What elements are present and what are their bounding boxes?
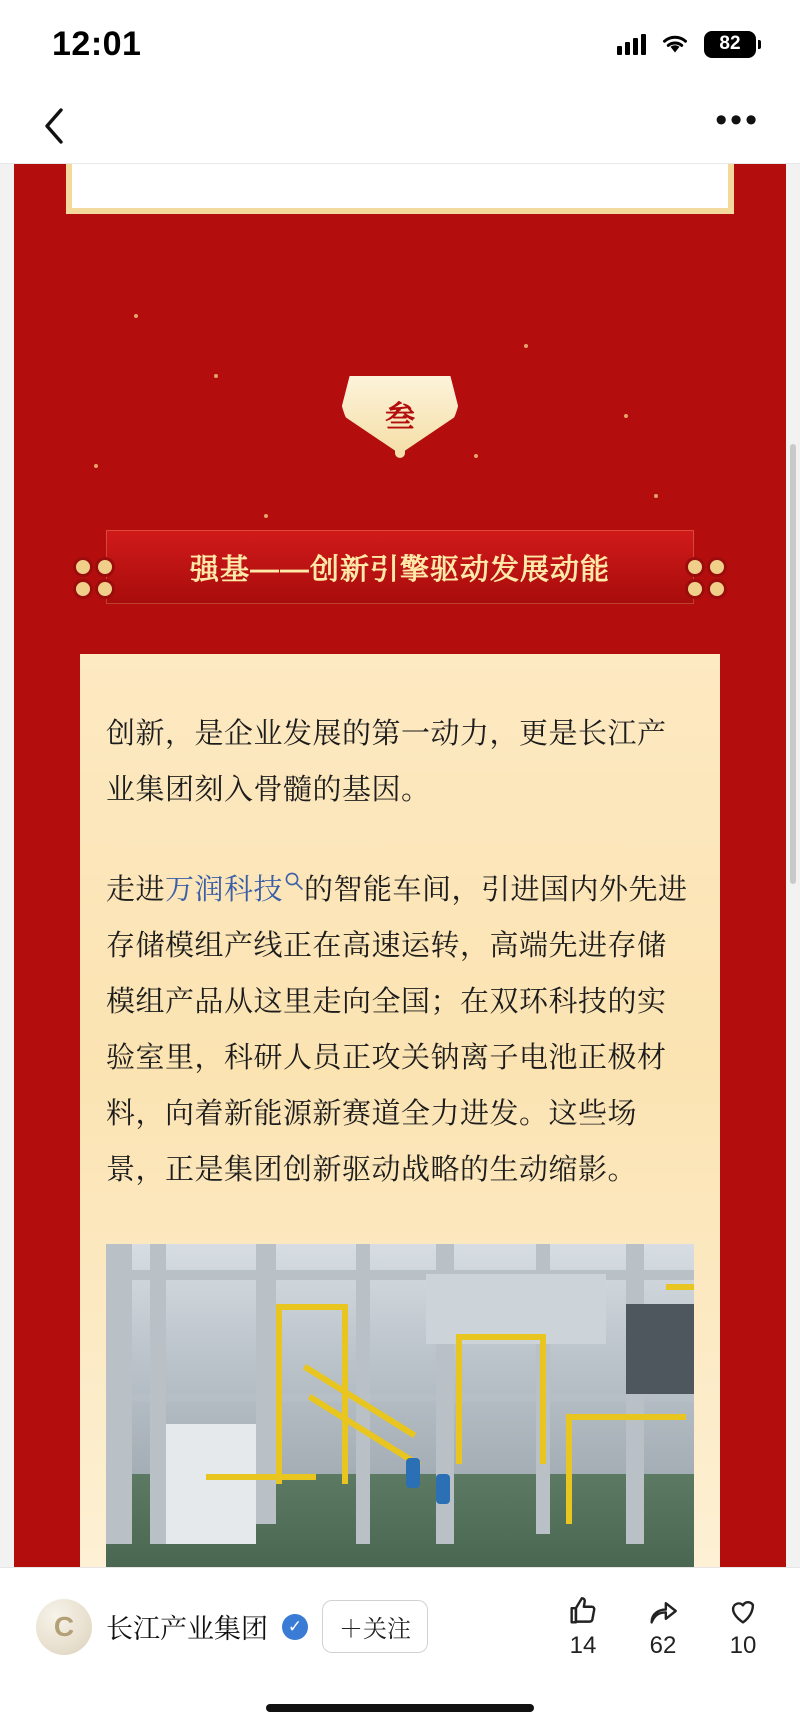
- like-count: 14: [569, 1631, 597, 1659]
- home-indicator-area: [0, 1685, 800, 1731]
- back-chevron-icon[interactable]: [34, 106, 74, 146]
- heart-icon: [726, 1594, 760, 1628]
- more-options-icon[interactable]: •••: [715, 100, 760, 139]
- article-content-card: [80, 654, 720, 1567]
- account-block[interactable]: [36, 1599, 428, 1655]
- verified-badge-icon: ✓: [282, 1614, 308, 1640]
- battery-indicator: 82: [704, 31, 756, 58]
- poster-background: [14, 164, 786, 1567]
- section-title: 强基——创新引擎驱动发展动能: [189, 553, 610, 586]
- scrollbar-thumb[interactable]: [790, 444, 796, 884]
- paragraph-1: 创新，是企业发展的第一动力，更是长江产业集团刻入骨髓的基因。: [106, 718, 667, 806]
- account-name[interactable]: 长江产业集团: [106, 1614, 268, 1644]
- section-title-bar: [106, 530, 694, 604]
- ornament-knot-right: [684, 556, 728, 600]
- share-count: 62: [649, 1631, 677, 1659]
- wifi-icon: [660, 33, 690, 55]
- follow-button[interactable]: ＋关注: [322, 1600, 428, 1653]
- cellular-signal-icon: [617, 33, 646, 55]
- home-indicator[interactable]: [266, 1704, 534, 1712]
- fan-stem: [395, 448, 405, 458]
- paragraph-2-rest: 的智能车间，引进国内外先进存储模组产线正在高速运转，高端先进存储模组产品从这里走向全国；在双环科技的实验室里，科研人员正攻关钠离子电池正极材料，向着新能源新赛道全力进发。这些场景，正是集团创新驱动战略的生动缩影。: [106, 874, 688, 1186]
- share-icon: [646, 1594, 680, 1628]
- speckle: [654, 494, 658, 498]
- navigation-bar: [0, 88, 800, 164]
- search-icon[interactable]: [284, 854, 304, 874]
- status-time: 12:01: [52, 24, 142, 63]
- fan-ornament: [340, 376, 460, 458]
- favorite-button[interactable]: [726, 1594, 760, 1660]
- status-indicators: [617, 31, 756, 58]
- thumbs-up-icon: [566, 1594, 600, 1628]
- speckle: [134, 314, 138, 318]
- status-bar: [0, 0, 800, 88]
- share-button[interactable]: [646, 1594, 680, 1660]
- speckle: [624, 414, 628, 418]
- like-button[interactable]: [566, 1594, 600, 1660]
- favorite-count: 10: [729, 1631, 757, 1659]
- keyword-link[interactable]: 万润科技: [165, 874, 284, 906]
- speckle: [524, 344, 528, 348]
- paragraph-2-prefix: 走进: [106, 874, 166, 906]
- previous-card-fragment: [66, 164, 734, 214]
- avatar[interactable]: C: [36, 1599, 92, 1655]
- speckle: [264, 514, 268, 518]
- section-number: 叁: [385, 401, 415, 434]
- paragraph-2: [106, 862, 694, 1198]
- ornament-knot-left: [72, 556, 116, 600]
- speckle: [214, 374, 218, 378]
- engagement-stats: [566, 1594, 764, 1660]
- article-scroll-area[interactable]: [0, 164, 800, 1567]
- bottom-action-bar: [0, 1567, 800, 1685]
- speckle: [474, 454, 478, 458]
- article-image[interactable]: [106, 1244, 694, 1567]
- speckle: [94, 464, 98, 468]
